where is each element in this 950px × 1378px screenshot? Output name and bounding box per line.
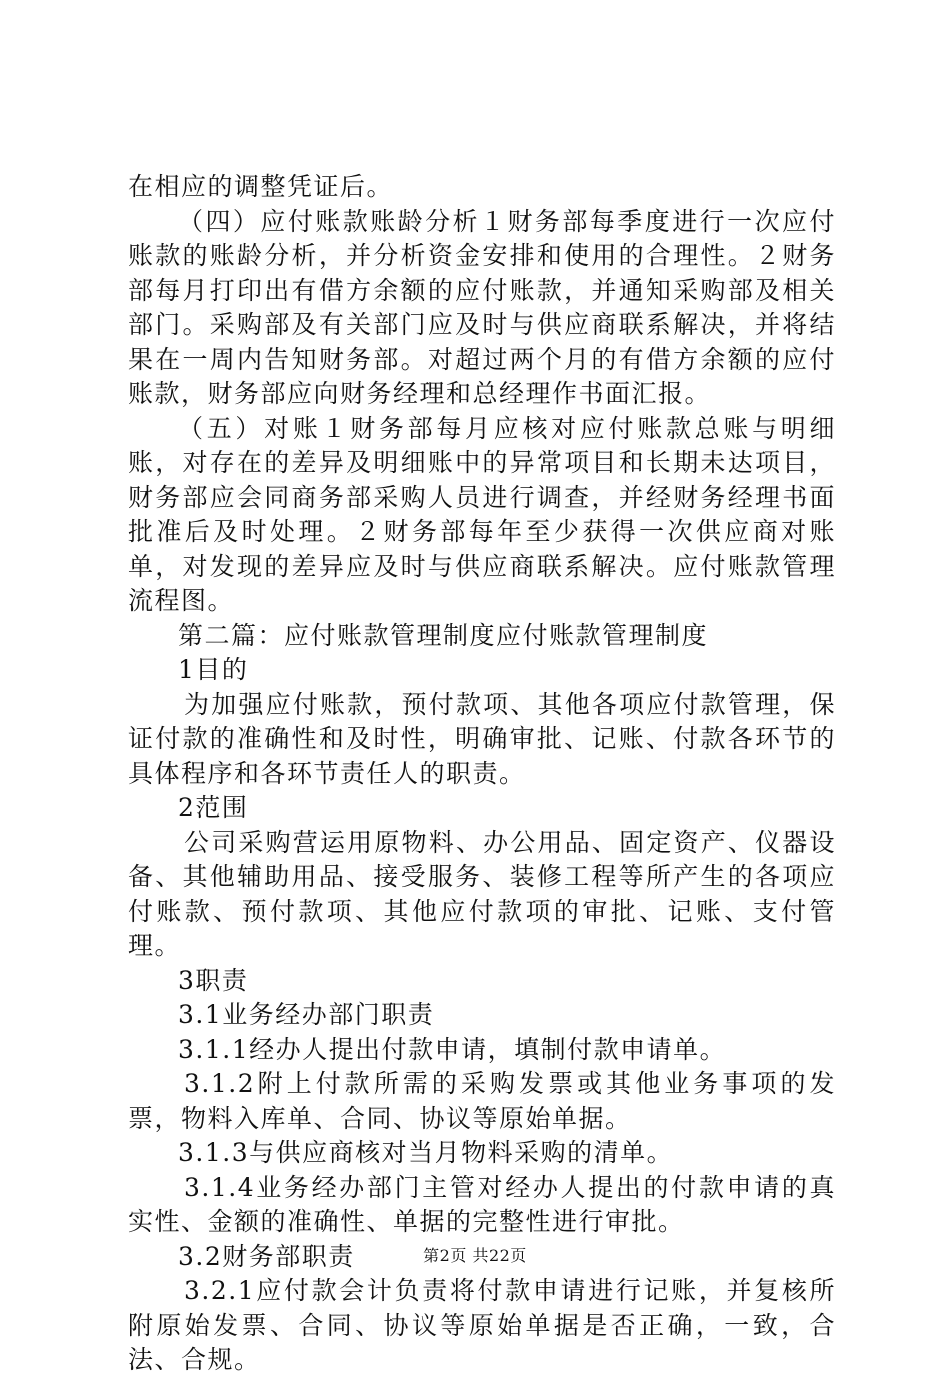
section-heading-scope: 2范围 (178, 793, 249, 822)
item-3-1-4: 3.1.4业务经办部门主管对经办人提出的付款申请的真实性、金额的准确性、单据的完整性进行审批。 (128, 1172, 836, 1236)
item-3-1-2: 3.1.2附上付款所需的采购发票或其他业务事项的发票，物料入库单、合同、协议等原始单据。 (128, 1069, 836, 1133)
chapter-heading: 第二篇：应付账款管理制度应付账款管理制度 (178, 620, 709, 650)
subsection-heading-3-2: 3.2财务部职责 (178, 1241, 355, 1271)
page-footer: 第2页 共22页 (423, 1246, 527, 1265)
paragraph-continuation: 在相应的调整凭证后。 (128, 172, 394, 201)
document-body (128, 170, 836, 1378)
item-3-1-3: 3.1.3与供应商核对当月物料采购的清单。 (178, 1138, 674, 1167)
section-heading-purpose: 1目的 (178, 655, 249, 684)
item-3-1-1: 3.1.1经办人提出付款申请，填制付款申请单。 (178, 1034, 727, 1064)
paragraph-section-5-reconciliation: （五）对账１财务部每月应核对应付账款总账与明细账，对存在的差异及明细账中的异常项目和长期未达项目，财务部应会同商务部采购人员进行调查，并经财务经理书面批准后及时处理。２财务部每年至少获得一次供应商对账单，对发现的差异应及时与供应商联系解决。应付账款管理流程图。 (128, 413, 836, 615)
paragraph-section-4-aging-analysis: （四）应付账款账龄分析１财务部每季度进行一次应付账款的账龄分析，并分析资金安排和使用的合理性。２财务部每月打印出有借方余额的应付账款，并通知采购部及相关部门。采购部及有关部门应及时与供应商联系解决，并将结果在一周内告知财务部。对超过两个月的有借方余额的应付账款，财务部应向财务经理和总经理作书面汇报。 (128, 206, 836, 408)
paragraph-purpose: 为加强应付账款，预付款项、其他各项应付款管理，保证付款的准确性和及时性，明确审批、记账、付款各环节的具体程序和各环节责任人的职责。 (128, 689, 836, 788)
item-3-2-1: 3.2.1应付款会计负责将付款申请进行记账，并复核所附原始发票、合同、协议等原始单据是否正确，一致，合法、合规。 (128, 1276, 836, 1374)
section-heading-responsibilities: 3职责 (178, 965, 249, 995)
subsection-heading-3-1: 3.1业务经办部门职责 (178, 1000, 435, 1029)
paragraph-scope: 公司采购营运用原物料、办公用品、固定资产、仪器设备、其他辅助用品、接受服务、装修工程等所产生的各项应付账款、预付款项、其他应付款项的审批、记账、支付管理。 (128, 827, 836, 960)
